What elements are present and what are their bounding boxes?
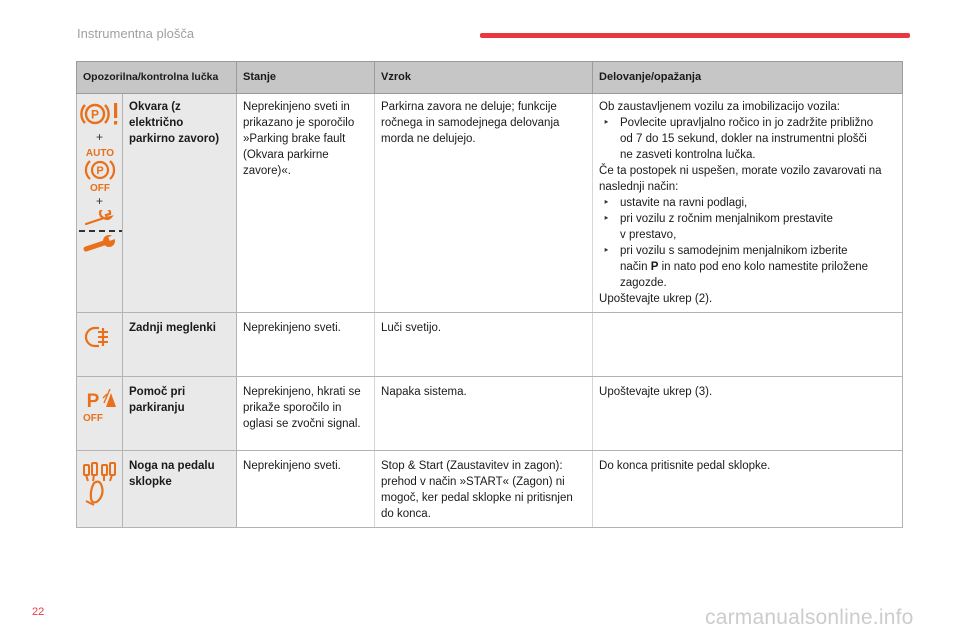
lamp-name: Noga na pedalu sklopke (123, 451, 237, 528)
action-bullet: ‣ pri vozilu z ročnim menjalnikom prestavite (599, 211, 896, 227)
page-number: 22 (32, 606, 45, 618)
action-bullet: ‣ ustavite na ravni podlagi, (599, 195, 896, 211)
table-row (77, 94, 903, 313)
column-header-cause: Vzrok (375, 62, 593, 94)
wrench-icon (80, 234, 120, 254)
column-header-lamp: Opozorilna/kontrolna lučka (77, 62, 237, 94)
warning-lamps-table (76, 61, 903, 528)
action-cell (593, 313, 903, 377)
action-bullet-cont: v prestavo, (620, 229, 677, 241)
action-bullet-cont: način P in nato pod eno kolo namestite priložene (620, 261, 869, 273)
action-mid: Če ta postopek ni uspešen, morate vozilo zavarovati na naslednji način: (599, 165, 882, 193)
plus-sign: + (95, 194, 103, 208)
lamp-name: Pomoč pri parkiranju (123, 377, 237, 451)
svg-text:P: P (95, 165, 104, 177)
rear-fog-lamp-icon (83, 325, 117, 349)
off-label: OFF (89, 183, 110, 192)
action-cell (593, 94, 903, 313)
auto-label: AUTO (85, 148, 114, 159)
svg-text:P: P (90, 107, 100, 122)
lamp-cell (77, 313, 123, 377)
wrench-service-icon (80, 210, 120, 228)
action-end: Upoštevajte ukrep (2). (599, 293, 713, 305)
column-header-action: Delovanje/opažanja (593, 62, 903, 94)
lamp-name: Zadnji meglenki (123, 313, 237, 377)
table-row (77, 377, 903, 451)
clutch-pedal-foot-icon (80, 461, 120, 507)
action-bullet-cont: zagozde. (620, 277, 667, 289)
header-accent-bar (480, 33, 910, 38)
cause-cell: Napaka sistema. (375, 377, 593, 451)
column-header-state: Stanje (237, 62, 375, 94)
lamp-cell (77, 377, 123, 451)
svg-text:P: P (86, 391, 99, 412)
auto-parking-off-icon (80, 146, 120, 192)
parking-brake-warning-icon (79, 100, 121, 128)
lamp-cell (77, 94, 123, 313)
state-cell: Neprekinjeno, hkrati se prikaže sporočilo in oglasi se zvočni signal. (237, 377, 375, 451)
parking-assist-off-icon (80, 387, 120, 425)
state-cell: Neprekinjeno sveti. (237, 313, 375, 377)
table-row (77, 313, 903, 377)
cause-cell: Luči svetijo. (375, 313, 593, 377)
table-row (77, 451, 903, 528)
action-cell: Do konca pritisnite pedal sklopke. (593, 451, 903, 528)
action-intro: Ob zaustavljenem vozilu za imobilizacijo vozila: (599, 101, 840, 113)
plus-sign: + (95, 130, 103, 144)
action-bullet: ‣ pri vozilu s samodejnim menjalnikom izberite (599, 243, 896, 259)
page-header-title: Instrumentna plošča (77, 26, 195, 41)
state-cell: Neprekinjeno sveti. (237, 451, 375, 528)
off-label: OFF (82, 413, 103, 424)
watermark: carmanualsonline.info (705, 606, 914, 629)
cause-cell: Parkirna zavora ne deluje; funkcije ročnega in samodejnega delovanja morda ne delujejo. (375, 94, 593, 313)
action-step-cont: od 7 do 15 sekund, dokler na instrumentni plošči (620, 133, 867, 145)
state-cell: Neprekinjeno sveti in prikazano je sporočilo »Parking brake fault (Okvara parkirne zavore)«. (237, 94, 375, 313)
lamp-cell (77, 451, 123, 528)
table-header-row (77, 62, 903, 94)
action-step-cont: ne zasveti kontrolna lučka. (620, 149, 756, 161)
action-cell: Upoštevajte ukrep (3). (593, 377, 903, 451)
cause-cell: Stop & Start (Zaustavitev in zagon): prehod v način »START« (Zagon) ni mogoč, ker pedal sklopke ni pritisnjen do konca. (375, 451, 593, 528)
action-step: ‣ Povlecite upravljalno ročico in jo zadržite približno (599, 115, 896, 131)
lamp-name: Okvara (z električno parkirno zavoro) (123, 94, 237, 313)
